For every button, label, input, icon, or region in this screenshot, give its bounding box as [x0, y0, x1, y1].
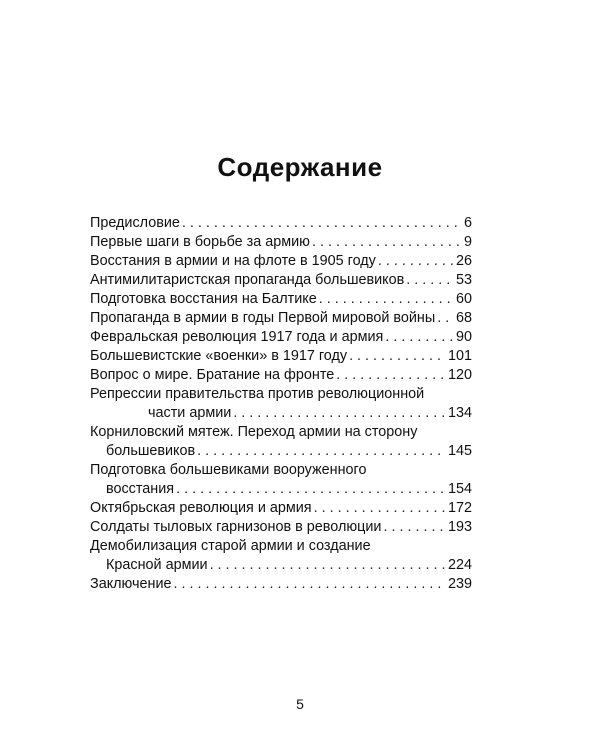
toc-entry-page: 26: [455, 253, 472, 269]
dot-leader: [378, 252, 454, 271]
toc-entry-page: 6: [463, 215, 472, 231]
toc-entry-page: 68: [455, 310, 472, 326]
dot-leader: [437, 309, 454, 328]
toc-entry: [90, 575, 472, 594]
toc-entry-page: 134: [447, 405, 472, 421]
dot-leader: [319, 290, 454, 309]
toc-entry: [90, 347, 472, 366]
toc-entry-title: Подготовка восстания на Балтике: [90, 291, 317, 307]
toc-entry: [90, 252, 472, 271]
toc-entry: [90, 214, 472, 233]
toc-entry-title-line1: Репрессии правительства против революционной: [90, 386, 425, 402]
dot-leader: [349, 347, 446, 366]
toc-entry: [90, 442, 472, 461]
toc-entry: [90, 233, 472, 252]
toc-entry-title-line2: Красной армии: [106, 557, 208, 573]
dot-leader: [312, 233, 462, 252]
dot-leader: [174, 575, 446, 594]
dot-leader: [197, 442, 446, 461]
toc-entry-page: 145: [447, 443, 472, 459]
toc-entry-title: Солдаты тыловых гарнизонов в революции: [90, 519, 382, 535]
toc-entry-title: Предисловие: [90, 215, 180, 231]
toc-entry: [90, 518, 472, 537]
toc-entry-title-line1: Корниловский мятеж. Переход армии на сторону: [90, 424, 418, 440]
toc-entry-title: Пропаганда в армии в годы Первой мировой войны: [90, 310, 436, 326]
toc-entry: [90, 290, 472, 309]
toc-entry-page: 9: [463, 234, 472, 250]
dot-leader: [210, 556, 446, 575]
toc-entry-title: Восстания в армии и на флоте в 1905 году: [90, 253, 376, 269]
dot-leader: [406, 271, 454, 290]
toc-entry-page: 172: [447, 500, 472, 516]
toc-entry-title-line1: Подготовка большевиками вооруженного: [90, 462, 367, 478]
toc-entry-title: Большевистские «военки» в 1917 году: [90, 348, 348, 364]
toc-entry: [90, 309, 472, 328]
toc-entry-title-line1: Демобилизация старой армии и создание: [90, 538, 371, 554]
toc-entry-title: Октябрьская революция и армия: [90, 500, 312, 516]
toc-entry-title-line2: части армии: [148, 405, 232, 421]
dot-leader: [176, 480, 446, 499]
toc-entry-page: 120: [447, 367, 472, 383]
toc-entry-title: Вопрос о мире. Братание на фронте: [90, 367, 335, 383]
toc-entry-title: Первые шаги в борьбе за армию: [90, 234, 310, 250]
toc-entry-page: 224: [447, 557, 472, 573]
toc-entry-page: 101: [447, 348, 472, 364]
toc-entry-title-line2: восстания: [106, 481, 175, 497]
toc-entry-page: 53: [455, 272, 472, 288]
dot-leader: [314, 499, 446, 518]
page-title: Содержание: [217, 152, 383, 182]
toc-entry: [90, 480, 472, 499]
toc-entry-page: 154: [447, 481, 472, 497]
toc-entry-page: 90: [455, 329, 472, 345]
dot-leader: [182, 214, 462, 233]
toc-entry: [90, 366, 472, 385]
toc-entry-title-line2: большевиков: [106, 443, 196, 459]
dot-leader: [383, 518, 446, 537]
toc-entry-title: Февральская революция 1917 года и армия: [90, 329, 384, 345]
toc-entry: [90, 271, 472, 290]
dot-leader: [336, 366, 446, 385]
toc-entry: [90, 404, 472, 423]
toc-entry-page: 193: [447, 519, 472, 535]
toc-entry: [90, 499, 472, 518]
toc-entry-title: Заключение: [90, 576, 172, 592]
table-of-contents: [90, 214, 472, 594]
toc-entry: [90, 556, 472, 575]
dot-leader: [233, 404, 446, 423]
dot-leader: [385, 328, 454, 347]
toc-entry-title: Антимилитаристская пропаганда большевиков: [90, 272, 405, 288]
toc-entry: [90, 328, 472, 347]
toc-entry-page: 60: [455, 291, 472, 307]
toc-entry-page: 239: [447, 576, 472, 592]
page-number: 5: [296, 696, 304, 712]
